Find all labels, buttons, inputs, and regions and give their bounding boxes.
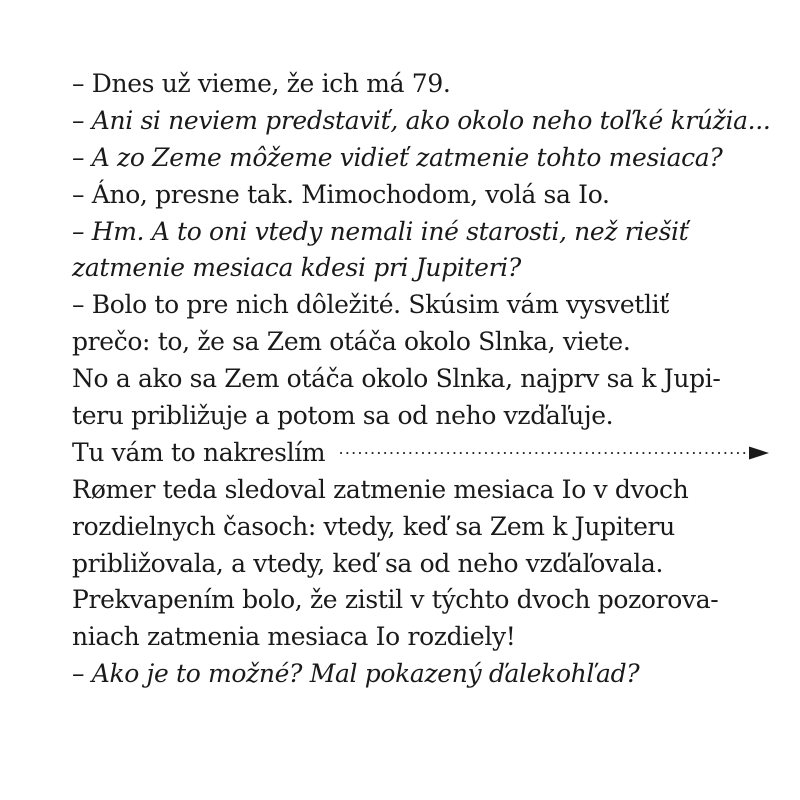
dotted-arrow-right-icon xyxy=(339,445,771,461)
text-line-16: niach zatmenia mesiaca Io rozdiely! xyxy=(72,622,516,652)
text-line-2: – Ani si neviem predstaviť, ako okolo neho toľké krúžia... xyxy=(72,105,771,135)
text-line-6: zatmenie mesiaca kdesi pri Jupiteri? xyxy=(72,253,521,283)
text-line-11-label: Tu vám to nakreslím xyxy=(72,437,326,467)
text-line-4: – Áno, presne tak. Mimochodom, volá sa Io. xyxy=(72,179,610,209)
text-line-12: Rømer teda sledoval zatmenie mesiaca Io v dvoch xyxy=(72,474,689,504)
text-line-10: teru približuje a potom sa od neho vzďaľuje. xyxy=(72,401,614,431)
document-body xyxy=(72,66,772,693)
text-line-13: rozdielnych časoch: vtedy, keď sa Zem k Jupiteru xyxy=(72,511,675,541)
text-line-11 xyxy=(72,435,772,472)
text-line-8: prečo: to, že sa Zem otáča okolo Slnka, viete. xyxy=(72,327,631,357)
text-line-15: Prekvapením bolo, že zistil v týchto dvoch pozorova- xyxy=(72,585,719,615)
text-line-17: – Ako je to možné? Mal pokazený ďalekohľad? xyxy=(72,659,640,689)
text-line-7: – Bolo to pre nich dôležité. Skúsim vám vysvetliť xyxy=(72,290,669,320)
text-line-14: približovala, a vtedy, keď sa od neho vzďaľovala. xyxy=(72,548,664,578)
text-line-1: – Dnes už vieme, že ich má 79. xyxy=(72,69,451,98)
text-line-5: – Hm. A to oni vtedy nemali iné starosti, než riešiť xyxy=(72,216,689,246)
text-line-3: – A zo Zeme môžeme vidieť zatmenie tohto mesiaca? xyxy=(72,142,723,172)
text-line-9: No a ako sa Zem otáča okolo Slnka, najprv sa k Jupi- xyxy=(72,364,721,394)
